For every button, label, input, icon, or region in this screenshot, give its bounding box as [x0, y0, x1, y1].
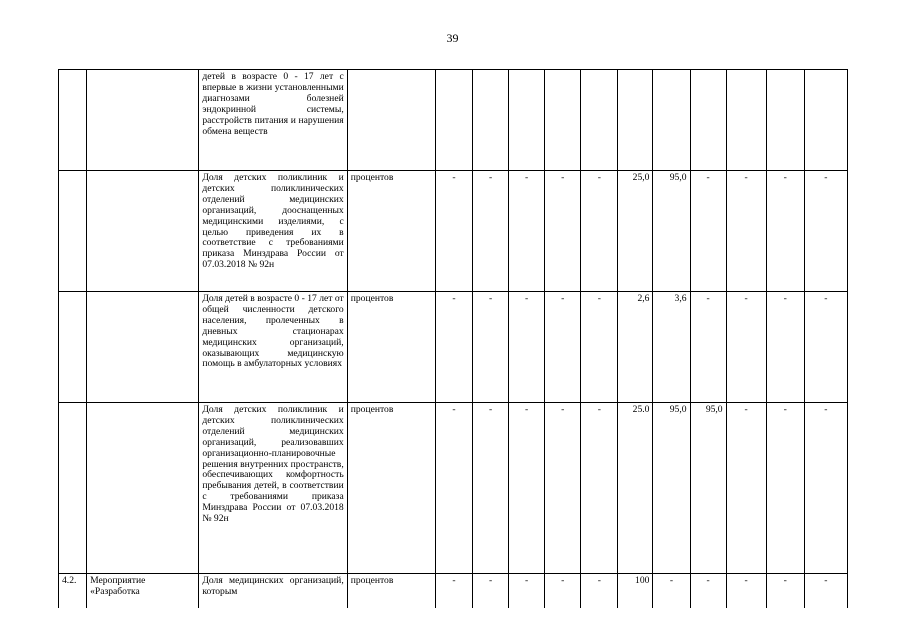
value-cell: -: [545, 574, 581, 608]
value-cell: [473, 70, 509, 171]
row-number-cell: [59, 171, 87, 292]
table-row: [59, 70, 848, 171]
value-cell: -: [766, 292, 804, 403]
value-cell: -: [804, 574, 847, 608]
value-cell: [435, 70, 472, 171]
unit-cell: процентов: [347, 292, 435, 403]
value-cell: -: [766, 574, 804, 608]
unit-cell: процентов: [347, 403, 435, 574]
value-cell: [766, 70, 804, 171]
value-cell: -: [581, 292, 618, 403]
indicator-cell: Доля детей в возрасте 0 - 17 лет от общей численности детского населения, пролеченных в дневных стационарах медицинских организаций, оказывающих медицинскую помощь в амбулаторных условиях: [199, 292, 347, 403]
program-table: [58, 69, 848, 608]
value-cell: -: [545, 292, 581, 403]
value-cell: 2,6: [618, 292, 653, 403]
indicator-cell: детей в возрасте 0 - 17 лет с впервые в жизни установленными диагнозами болезней эндокринной системы, расстройств питания и нарушения обмена веществ: [199, 70, 347, 171]
table-row: [59, 574, 848, 608]
indicator-cell: Доля детских поликлиник и детских поликлинических отделений медицинских организаций, реализовавших организационно-планировочные решения внутренних пространств, обеспечивающих комфортность пребывания детей, в соответствии с требованиями приказа Минздрава России от 07.03.2018 № 92н: [199, 403, 347, 574]
value-cell: -: [726, 292, 766, 403]
value-cell: [804, 70, 847, 171]
value-cell: -: [509, 403, 545, 574]
value-cell: 25,0: [618, 171, 653, 292]
value-cell: -: [690, 171, 726, 292]
value-cell: -: [581, 171, 618, 292]
value-cell: -: [804, 403, 847, 574]
value-cell: -: [690, 574, 726, 608]
value-cell: -: [545, 403, 581, 574]
value-cell: 95,0: [653, 403, 690, 574]
value-cell: -: [804, 292, 847, 403]
value-cell: 95,0: [653, 171, 690, 292]
event-cell: Мероприятие «Разработка: [87, 574, 199, 608]
value-cell: [653, 70, 690, 171]
value-cell: [581, 70, 618, 171]
value-cell: -: [473, 171, 509, 292]
value-cell: [690, 70, 726, 171]
value-cell: -: [690, 292, 726, 403]
value-cell: -: [581, 403, 618, 574]
table-row: [59, 403, 848, 574]
row-number-cell: [59, 292, 87, 403]
value-cell: [509, 70, 545, 171]
value-cell: [618, 70, 653, 171]
event-cell: [87, 171, 199, 292]
unit-cell: процентов: [347, 574, 435, 608]
indicator-cell: Доля детских поликлиник и детских поликлинических отделений медицинских организаций, дооснащенных медицинскими изделиями, с целью приведения их в соответствие с требованиями приказа Минздрава России от 07.03.2018 № 92н: [199, 171, 347, 292]
indicator-cell: Доля медицинских организаций, которым: [199, 574, 347, 608]
value-cell: -: [435, 292, 472, 403]
value-cell: -: [435, 574, 472, 608]
table-row: [59, 292, 848, 403]
value-cell: -: [726, 574, 766, 608]
row-number-cell: [59, 403, 87, 574]
value-cell: 100: [618, 574, 653, 608]
row-number-cell: [59, 70, 87, 171]
value-cell: -: [726, 403, 766, 574]
table-row: [59, 171, 848, 292]
row-number-cell: 4.2.: [59, 574, 87, 608]
value-cell: -: [766, 403, 804, 574]
value-cell: -: [766, 171, 804, 292]
unit-cell: процентов: [347, 171, 435, 292]
event-cell: [87, 70, 199, 171]
value-cell: -: [509, 292, 545, 403]
event-cell: [87, 403, 199, 574]
value-cell: -: [435, 403, 472, 574]
value-cell: [545, 70, 581, 171]
value-cell: -: [509, 171, 545, 292]
value-cell: -: [653, 574, 690, 608]
value-cell: -: [473, 292, 509, 403]
value-cell: -: [509, 574, 545, 608]
value-cell: -: [545, 171, 581, 292]
unit-cell: [347, 70, 435, 171]
value-cell: -: [804, 171, 847, 292]
value-cell: -: [435, 171, 472, 292]
value-cell: 25.0: [618, 403, 653, 574]
value-cell: -: [473, 403, 509, 574]
value-cell: -: [473, 574, 509, 608]
value-cell: 3,6: [653, 292, 690, 403]
page-number: 39: [446, 31, 459, 45]
value-cell: [726, 70, 766, 171]
value-cell: -: [726, 171, 766, 292]
value-cell: -: [581, 574, 618, 608]
value-cell: 95,0: [690, 403, 726, 574]
event-cell: [87, 292, 199, 403]
